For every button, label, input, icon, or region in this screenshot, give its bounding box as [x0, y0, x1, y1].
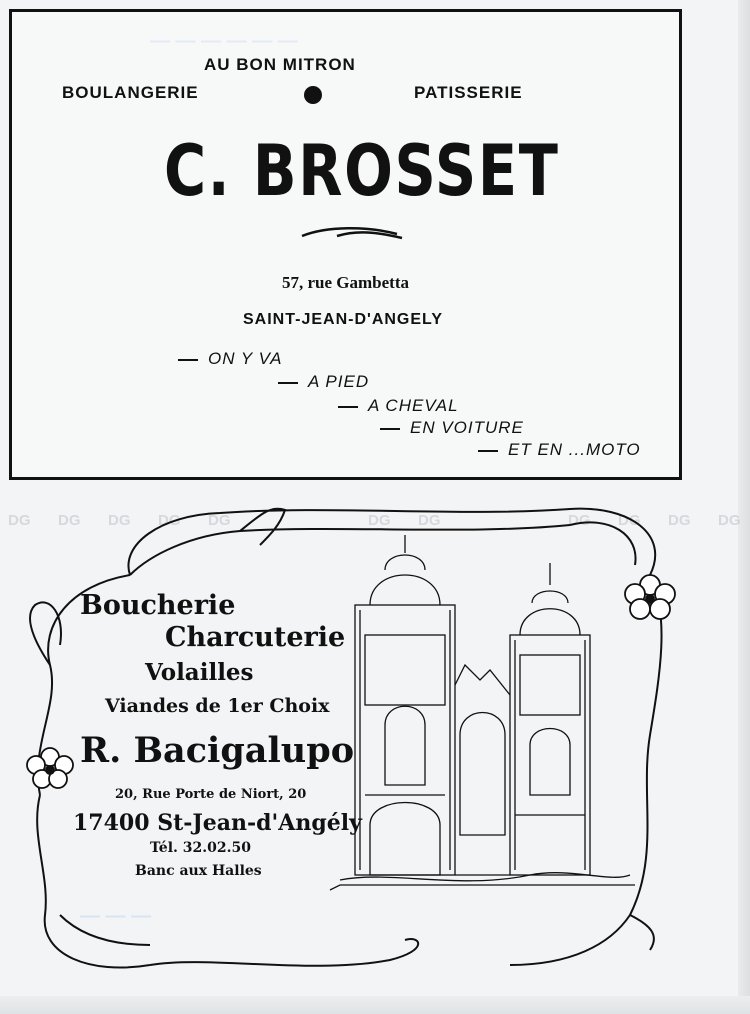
watermark: DG — [568, 512, 591, 529]
slogan-line: ON Y VA — [178, 349, 282, 369]
watermark: DG — [158, 512, 181, 529]
watermark: DG — [8, 512, 31, 529]
page-edge — [0, 996, 750, 1014]
watermark: DG — [418, 512, 441, 529]
trade-line-volailles: Volailles — [145, 659, 254, 686]
slogan-line: A PIED — [278, 372, 369, 392]
slogan-line: A CHEVAL — [338, 396, 459, 416]
brosset-advertisement — [9, 9, 682, 480]
church-illustration — [330, 535, 635, 890]
bleed-through-text: — — — — [80, 905, 152, 927]
flower-ornament — [27, 748, 73, 788]
bleed-through-text: — — — — — — — [150, 30, 298, 52]
ornament-flourish — [297, 222, 407, 244]
butcher-address: 20, Rue Porte de Niort, 20 — [115, 787, 307, 802]
trade-line-charcuterie: Charcuterie — [165, 622, 346, 653]
slogan-line: ET EN ...MOTO — [478, 440, 641, 460]
watermark: DG — [718, 512, 741, 529]
watermark: DG — [108, 512, 131, 529]
slogan-line: EN VOITURE — [380, 418, 524, 438]
street-address: 57, rue Gambetta — [282, 273, 410, 292]
trade-line-boucherie: Boucherie — [80, 590, 236, 621]
trade-line-viandes: Viandes de 1er Choix — [105, 695, 330, 717]
butcher-city: 17400 St-Jean-d'Angély — [73, 810, 362, 836]
bullet-dot — [304, 86, 322, 104]
watermark: DG — [368, 512, 391, 529]
watermark: DG — [58, 512, 81, 529]
pastry-label: PATISSERIE — [414, 83, 523, 102]
butcher-name: R. Bacigalupo — [80, 730, 355, 771]
watermark: DG — [668, 512, 691, 529]
butcher-note: Banc aux Halles — [135, 863, 262, 879]
watermark: DG — [208, 512, 231, 529]
watermark: DG — [618, 512, 641, 529]
bakery-label: BOULANGERIE — [62, 83, 199, 102]
business-name: C. BROSSET — [164, 130, 560, 212]
butcher-phone: Tél. 32.02.50 — [150, 840, 251, 856]
city-name: SAINT-JEAN-D'ANGELY — [243, 311, 444, 328]
ad-header: AU BON MITRON — [204, 55, 356, 74]
